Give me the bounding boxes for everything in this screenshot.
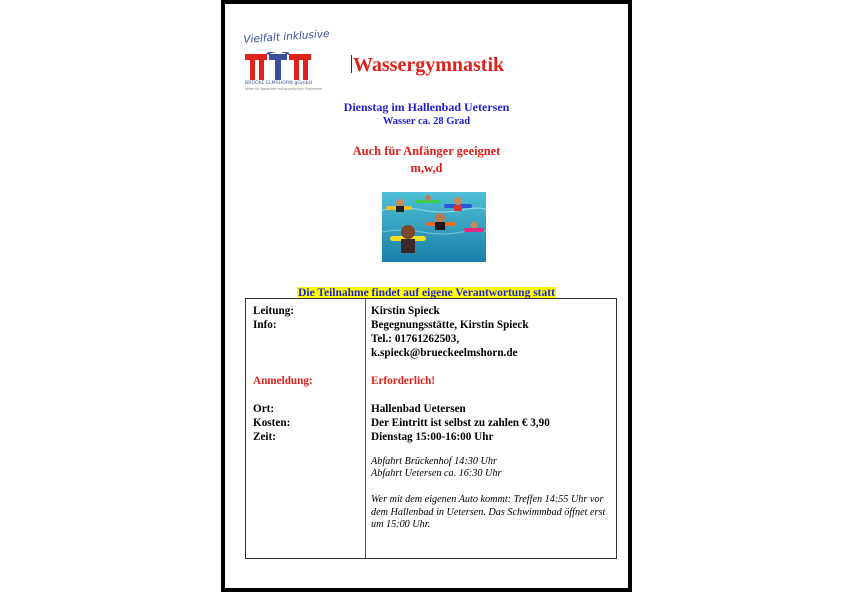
car-meeting-note: Wer mit dem eigenen Auto kommt: Treffen 14:55 Uhr vor dem Hallenbad in Uetersen. Das Schwimmbad öffnet erst um 15:00 Uhr.: [371, 494, 606, 530]
gender-note: m,w,d: [410, 161, 443, 175]
anmeldung-label: Anmeldung:: [253, 375, 313, 387]
aqua-gym-photo: [382, 192, 486, 262]
suitable-for-beginners: Auch für Anfänger geeignet: [352, 144, 501, 158]
anmeldung-value: Erforderlich!: [371, 375, 435, 387]
responsibility-notice-text: Die Teilnahme findet auf eigene Verantwortung statt: [298, 287, 555, 299]
zeit-label: Zeit:: [253, 431, 276, 443]
subtitle-location: Dienstag im Hallenbad Uetersen: [343, 100, 510, 114]
leitung-label: Leitung:: [253, 305, 295, 317]
page-title: [351, 54, 504, 77]
zeit-value: Dienstag 15:00-16:00 Uhr: [371, 431, 494, 443]
logo-mark-icon: [245, 52, 325, 80]
ort-label: Ort:: [253, 403, 275, 415]
kosten-value: Der Eintritt ist selbst zu zahlen € 3,90: [371, 417, 550, 429]
info-value-line1: Begegnungsstätte, Kirstin Spieck: [371, 319, 529, 331]
info-label: Info:: [253, 319, 277, 331]
flyer-page: [221, 0, 632, 592]
page-title-text: Wassergymnastik: [353, 54, 505, 76]
logo-tagline: Hilfen für Menschen mit psychischen Problemen: [245, 87, 322, 91]
departure-uetersen: Abfahrt Uetersen ca. 16:30 Uhr: [371, 468, 502, 479]
info-phone: Tel.: 01761262503,: [371, 333, 460, 345]
logo-name: BRÜCKE ELMSHORN gGmbH: [245, 81, 313, 86]
ort-value: Hallenbad Uetersen: [371, 403, 466, 415]
departure-brueckenhof: Abfahrt Brückenhof 14:30 Uhr: [371, 456, 497, 467]
water-temperature: Wasser ca. 28 Grad: [382, 116, 471, 127]
kosten-label: Kosten:: [253, 417, 291, 429]
column-divider: [365, 299, 366, 558]
details-table: [245, 298, 617, 559]
leitung-value: Kirstin Spieck: [371, 305, 440, 317]
text-cursor: [351, 55, 352, 73]
info-email: k.spieck@brueckeelmshorn.de: [371, 347, 518, 359]
logo-slogan: Vielfalt inklusive: [243, 27, 330, 46]
organization-logo: [241, 27, 331, 96]
